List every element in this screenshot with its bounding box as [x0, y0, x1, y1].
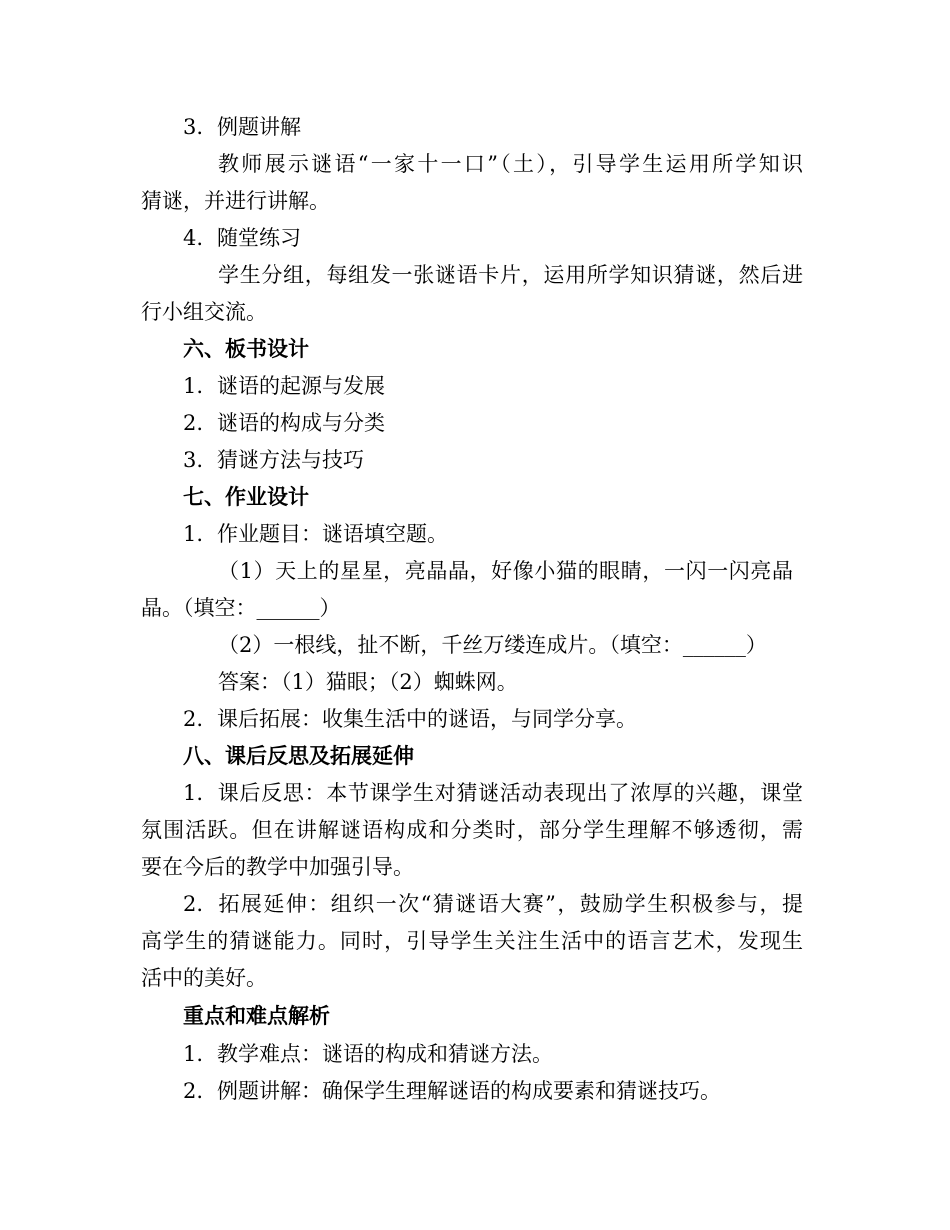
list-number: 1.	[183, 781, 204, 805]
question-line: （1）天上的星星，亮晶晶，好像小猫的眼睛，一闪一闪亮晶	[218, 559, 793, 583]
list-text: 谜语的构成与分类	[217, 411, 385, 435]
answer-line: 答案：（1）猫眼；（2）蜘蛛网。	[218, 670, 518, 694]
list-item	[183, 1078, 950, 1104]
list-text: 谜语的起源与发展	[217, 374, 385, 398]
list-text: 例题讲解：确保学生理解谜语的构成要素和猜谜技巧。	[217, 1079, 721, 1103]
list-text: 教学难点：谜语的构成和猜谜方法。	[217, 1042, 553, 1066]
list-item	[183, 706, 950, 732]
list-item	[183, 410, 950, 436]
list-number: 4.	[183, 226, 204, 250]
section-heading: 重点和难点解析	[183, 1004, 330, 1028]
question-line: （2）一根线，扯不断，千丝万缕连成片。（填空：______）	[218, 633, 767, 657]
list-number: 2.	[183, 411, 204, 435]
paragraph-line: 要在今后的教学中加强引导。	[141, 855, 414, 879]
list-item	[183, 1041, 950, 1067]
paragraph-line: 行小组交流。	[141, 300, 267, 324]
section-heading: 七、作业设计	[183, 485, 309, 509]
list-text: 作业题目：谜语填空题。	[217, 522, 448, 546]
list-number: 1.	[183, 1042, 204, 1066]
list-number: 2.	[183, 892, 204, 916]
list-item	[183, 373, 950, 399]
paragraph-line: 高学生的猜谜能力。同时，引导学生关注生活中的语言艺术，发现生	[141, 929, 803, 953]
paragraph-line	[183, 780, 803, 806]
list-number: 2.	[183, 707, 204, 731]
list-number: 1.	[183, 522, 204, 546]
list-number: 3.	[183, 448, 204, 472]
list-text: 拓展延伸：组织一次“猜谜语大赛”，鼓励学生积极参与，提	[217, 892, 803, 916]
list-item	[183, 447, 950, 473]
list-item	[183, 225, 950, 251]
paragraph-line: 氛围活跃。但在讲解谜语构成和分类时，部分学生理解不够透彻，需	[141, 818, 803, 842]
list-text: 猜谜方法与技巧	[217, 448, 364, 472]
paragraph-line	[183, 891, 803, 917]
paragraph-line: 教师展示谜语“一家十一口”（土），引导学生运用所学知识	[218, 152, 803, 176]
list-number: 2.	[183, 1079, 204, 1103]
list-text: 例题讲解	[217, 115, 301, 139]
paragraph-line: 活中的美好。	[141, 966, 267, 990]
section-heading: 八、课后反思及拓展延伸	[183, 744, 414, 768]
list-text: 课后反思：本节课学生对猜谜活动表现出了浓厚的兴趣，课堂	[217, 781, 803, 805]
list-item	[183, 114, 950, 140]
list-number: 3.	[183, 115, 204, 139]
paragraph-line: 学生分组，每组发一张谜语卡片，运用所学知识猜谜，然后进	[218, 263, 803, 287]
list-text: 课后拓展：收集生活中的谜语，与同学分享。	[217, 707, 637, 731]
paragraph-line: 猜谜，并进行讲解。	[141, 189, 330, 213]
list-item	[183, 521, 950, 547]
list-number: 1.	[183, 374, 204, 398]
list-text: 随堂练习	[217, 226, 301, 250]
question-line: 晶。（填空：______）	[141, 596, 341, 620]
section-heading: 六、板书设计	[183, 337, 309, 361]
